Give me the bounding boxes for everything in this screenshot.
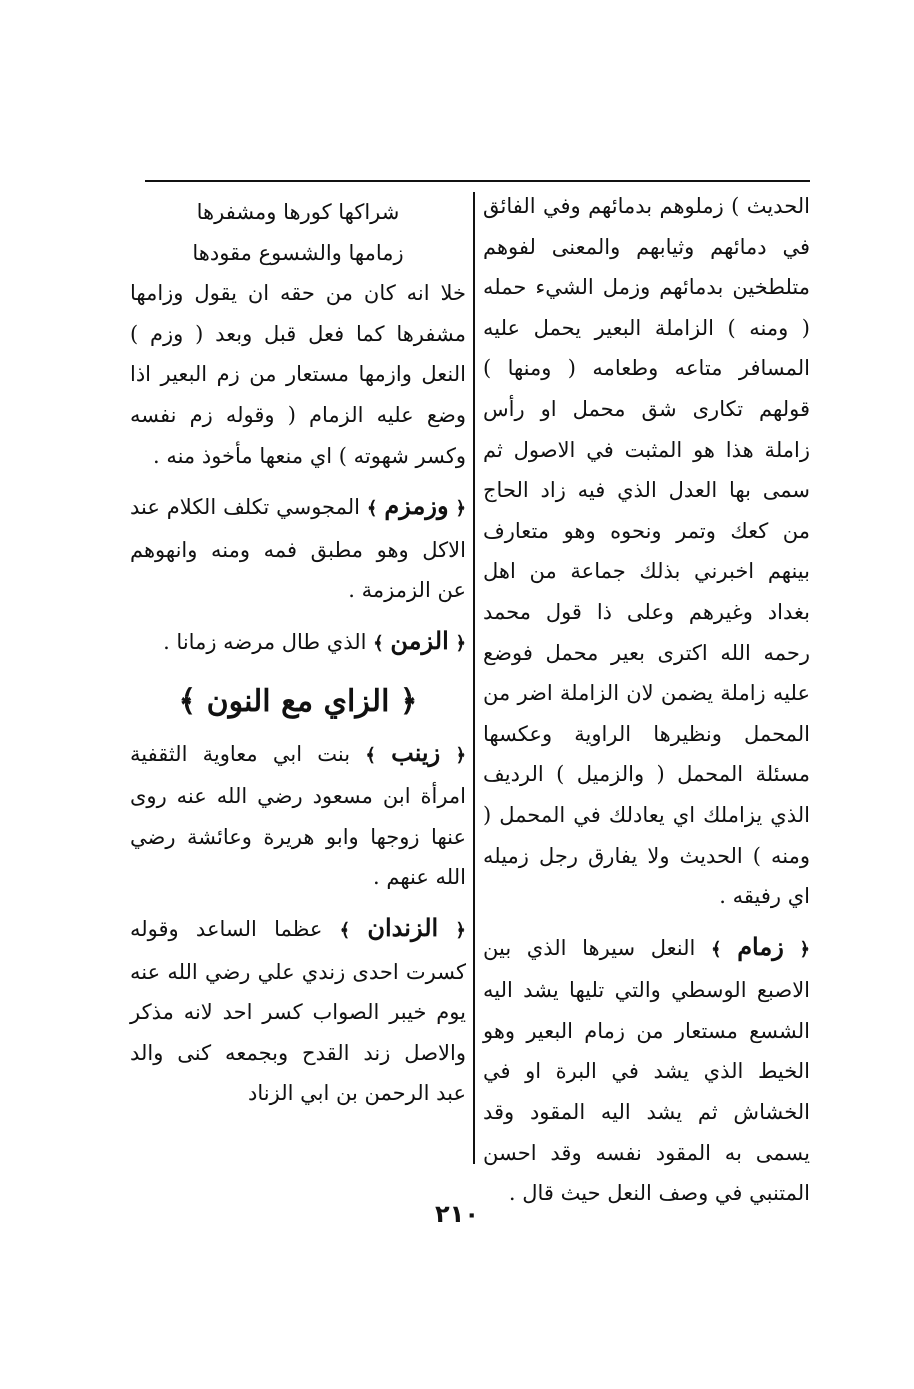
entry-text: عظما الساعد وقوله كسرت احدى زندي علي رضي الله عنه يوم خيبر الصواب كسر احد لانه مذكر والاصل زند القدح وبجمعه كنى والد عبد الرحمن بن ابي الزناد: [130, 916, 466, 1106]
ornament-close: ﴾: [178, 683, 197, 719]
ornament-close: ﴾: [373, 632, 384, 654]
ornament-open: ﴿: [399, 683, 418, 719]
section-heading: [130, 679, 466, 725]
entry-text: النعل سيرها الذي بين الاصبع الوسطي والتي تليها يشد اليه الشسع مستعار من زمام البعير وهو الخيط الذي يشد في البرة او في الخشاش ثم يشد اليه المقود وقد يسمى به المقود نفسه وقد احسن المتنبي في وصف النعل حيث قال .: [483, 935, 810, 1206]
headword: زينب: [391, 737, 441, 767]
entry-text: بنت ابي معاوية الثقفية امرأة ابن مسعود رضي الله عنه روى عنها زوجها وابو هريرة وعائشة رضي الله عنهم .: [130, 741, 466, 890]
entry-zandan: [130, 908, 466, 1114]
verse-line: شراكها كورها ومشفرها: [196, 200, 400, 224]
paragraph: خلا انه كان من حقه ان يقول وزامها مشفرها كما فعل قبل وبعد ( وزم ) النعل وازمها مستعار من زم البعير اذا وضع عليه الزمام ( وقوله زم نفسه وكسر شهوته ) اي منعها مأخوذ منه .: [130, 281, 466, 468]
entry-zaman: [130, 621, 466, 665]
ornament-open: ﴿: [799, 938, 810, 960]
section-title: الزاي مع النون: [206, 683, 390, 719]
left-column: [130, 192, 466, 1114]
entry-zamzam: [130, 486, 466, 611]
ornament-open: ﴿: [455, 919, 466, 941]
headword: الزمن: [390, 625, 449, 655]
entry-zaynab: [130, 733, 466, 898]
entry-zimam: [483, 927, 810, 1214]
right-column: [483, 186, 810, 1214]
ornament-open: ﴿: [455, 744, 466, 766]
ornament-close: ﴾: [711, 938, 722, 960]
top-rule: [145, 180, 810, 182]
headword: وزمزم: [384, 491, 449, 521]
ornament-close: ﴾: [366, 498, 378, 520]
headword: زمام: [737, 931, 784, 961]
ornament-open: ﴿: [455, 632, 466, 654]
entry-text: الذي طال مرضه زمانا .: [163, 629, 367, 654]
page-number: ٢١٠: [435, 1200, 479, 1228]
ornament-close: ﴾: [365, 744, 376, 766]
verse-line: زمامها والشسوع مقودها: [192, 240, 404, 265]
entry-text: المجوسي تكلف الكلام عند الاكل وهو مطبق فمه ومنه وانهوهم عن الزمزمة .: [130, 495, 466, 603]
headword: الزندان: [367, 912, 439, 942]
paragraph: الحديث ) زملوهم بدمائهم وفي الفائق في دمائهم وثيابهم والمعنى لفوهم متلطخين بدمائهم وزمل الشيء حمله ( ومنه ) الزاملة البعير يحمل عليه المسافر متاعه وطعامه ( ومنها ) قولهم تكارى شق محمل او رأس زاملة هذا هو المثبت في الاصول ثم سمى بها العدل الذي فيه زاد الحاج من كعك وتمر ونحوه وهو متعارف بينهم اخبرني بذلك جماعة من اهل بغداد وغيرهم وعلى ذا قول محمد رحمه الله اكترى بعير محمل فوضع عليه زاملة يضمن لان الزاملة اضر من المحمل ونظيرها الراوية وعكسها مسئلة المحمل ( والزميل ) الرديف الذي يزاملك اي يعادلك في المحمل ( ومنه ) الحديث ولا يفارق رجل زميله اي رفيقه .: [483, 194, 810, 909]
ornament-close: ﴾: [339, 919, 351, 941]
ornament-open: ﴿: [455, 498, 466, 520]
column-divider: [473, 192, 475, 1164]
